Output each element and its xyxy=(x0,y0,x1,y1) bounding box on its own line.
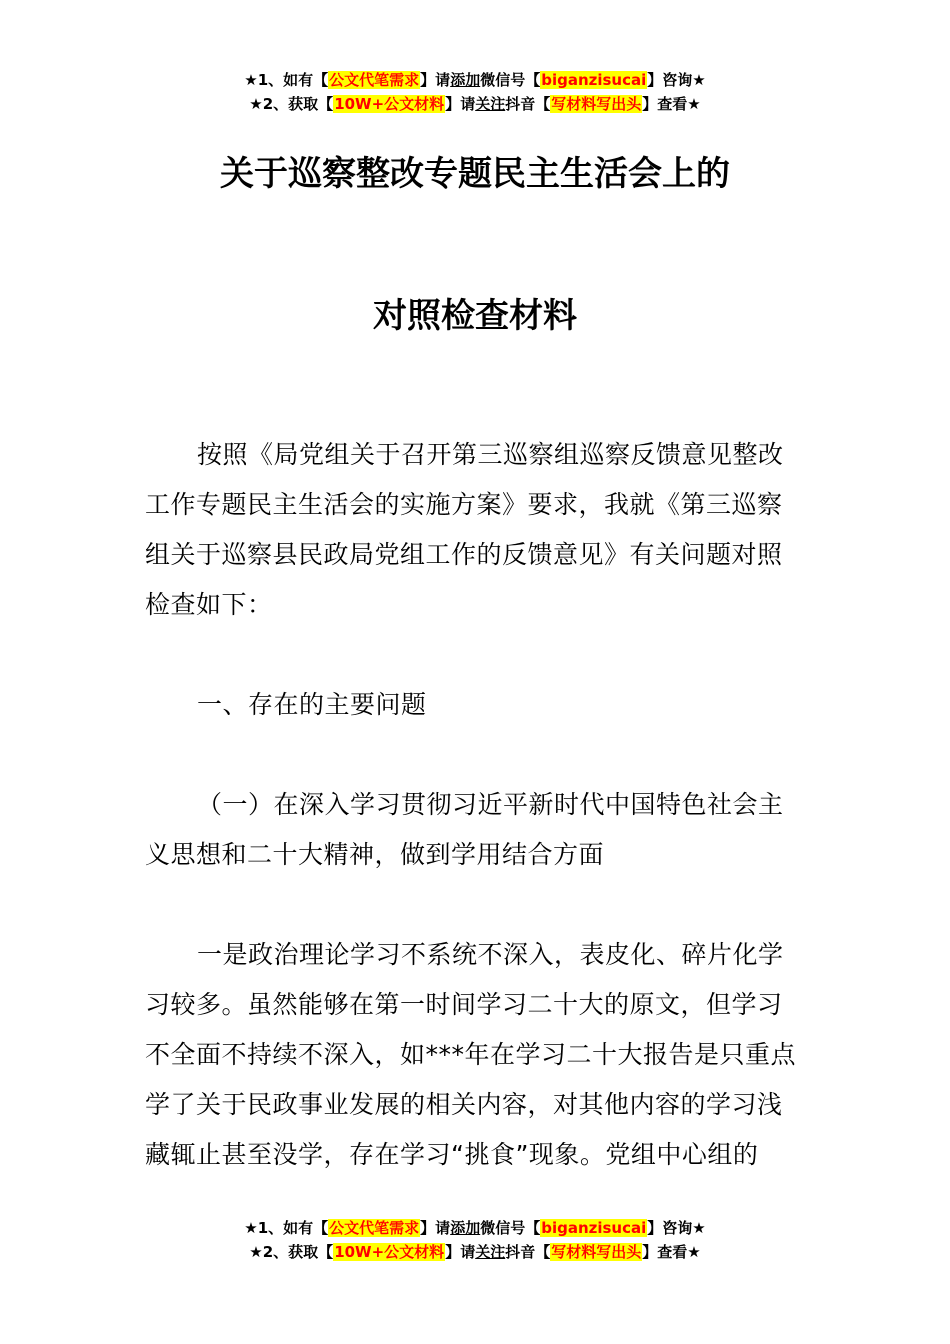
highlight-douyin-account: 写材料写出头 xyxy=(551,1243,642,1261)
footer-banner xyxy=(0,1216,950,1264)
subsection-heading: （一）在深入学习贯彻习近平新时代中国特色社会主义思想和二十大精神，做到学用结合方面 xyxy=(145,790,784,869)
highlight-wechat-id: biganzisucai xyxy=(541,71,647,89)
banner-line-2: ★2、获取【10W+公文材料】请关注抖音【写材料写出头】查看★ xyxy=(249,1243,701,1261)
paragraph-body: 一是政治理论学习不系统不深入，表皮化、碎片化学习较多。虽然能够在第一时间学习二十大的原文，但学习不全面不持续不深入，如***年在学习二十大报告是只重点学了关于民政事业发展的相关内容，对其他内容的学习浅藏辄止甚至没学，存在学习“挑食”现象。党组中心组的 xyxy=(145,940,797,1169)
highlight-service: 公文代笔需求 xyxy=(329,71,420,89)
header-banner xyxy=(0,68,950,116)
banner-line-2: ★2、获取【10W+公文材料】请关注抖音【写材料写出头】查看★ xyxy=(249,95,701,113)
highlight-wechat-id: biganzisucai xyxy=(541,1219,647,1237)
highlight-douyin-account: 写材料写出头 xyxy=(551,95,642,113)
highlight-service: 公文代笔需求 xyxy=(329,1219,420,1237)
banner-line-1: ★1、如有【公文代笔需求】请添加微信号【biganzisucai】咨询★ xyxy=(244,1219,706,1237)
document-title-line-2: 对照检查材料 xyxy=(373,296,577,336)
document-body xyxy=(145,430,807,1180)
document-title-line-1: 关于巡察整改专题民主生活会上的 xyxy=(220,154,730,194)
highlight-materials: 10W+公文材料 xyxy=(334,95,445,113)
section-heading: 一、存在的主要问题 xyxy=(197,690,427,719)
paragraph-intro: 按照《局党组关于召开第三巡察组巡察反馈意见整改工作专题民主生活会的实施方案》要求，我就《第三巡察组关于巡察县民政局党组工作的反馈意见》有关问题对照检查如下： xyxy=(145,440,784,619)
highlight-materials: 10W+公文材料 xyxy=(334,1243,445,1261)
banner-line-1: ★1、如有【公文代笔需求】请添加微信号【biganzisucai】咨询★ xyxy=(244,71,706,89)
